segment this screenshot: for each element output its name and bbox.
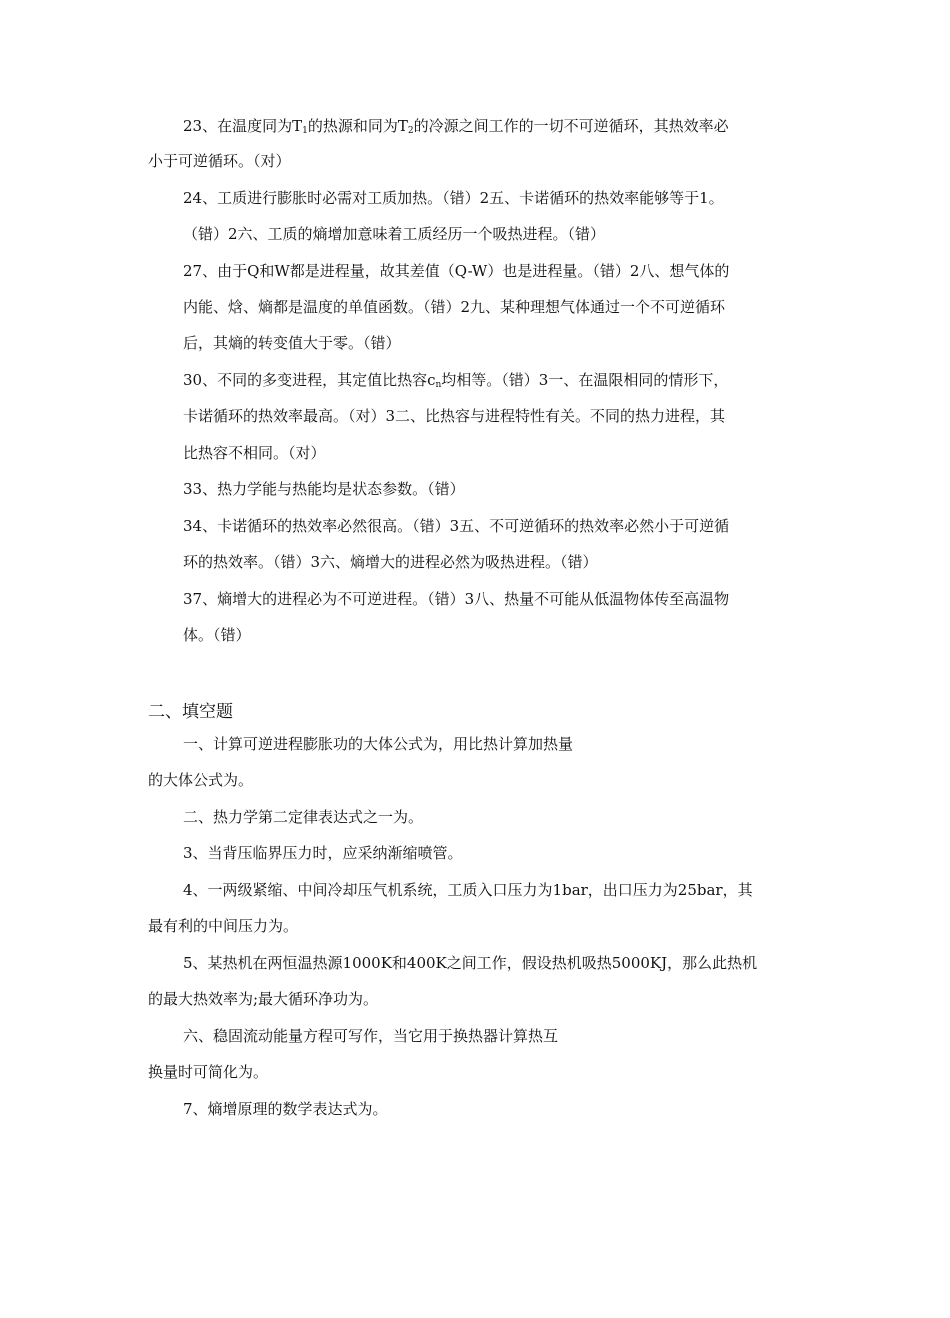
q34-line-2: 环的热效率。（错）3六、熵增大的进程必然为吸热进程。（错）	[183, 553, 598, 571]
q34-line-1: 34、卡诺循环的热效率必然很高。（错）3五、不可逆循环的热效率必然小于可逆循	[183, 517, 730, 535]
f3-line-1: 3、当背压临界压力时，应采纳渐缩喷管。	[183, 844, 463, 862]
q30-line-2: 卡诺循环的热效率最高。（对）3二、比热容与进程特性有关。不同的热力进程，其	[183, 407, 726, 425]
q30-line-3: 比热容不相同。（对）	[183, 444, 326, 462]
q23-line-1	[183, 116, 729, 136]
q27-line-2: 内能、焓、熵都是温度的单值函数。（错）2九、某种理想气体通过一个不可逆循环	[183, 298, 726, 316]
f1-line-1: 一、计算可逆进程膨胀功的大体公式为，用比热计算加热量	[183, 735, 574, 753]
q23-line-2: 小于可逆循环。（对）	[148, 152, 291, 170]
q27-line-3: 后，其熵的转变值大于零。（错）	[183, 334, 401, 352]
f2-line-1: 二、热力学第二定律表达式之一为。	[183, 808, 424, 826]
q23-sub-1: 1	[302, 126, 308, 136]
f4-line-2: 最有利的中间压力为。	[148, 917, 299, 935]
q30-text-a2: 均相等。（错）3一、在温限相同的情形下，	[441, 371, 729, 389]
f5-line-1: 5、某热机在两恒温热源1000K和400K之间工作，假设热机吸热5000KJ，那么此热机	[183, 954, 758, 972]
f6-line-2: 换量时可简化为。	[148, 1063, 269, 1081]
q37-line-1: 37、熵增大的进程必为不可逆进程。（错）3八、热量不可能从低温物体传至高温物	[183, 590, 730, 608]
q23-text-b: 的热源和同为T	[307, 117, 408, 135]
q30-text-a1: 30、不同的多变进程，其定值比热容c	[183, 371, 436, 389]
section-heading-fill-blank: 二、填空题	[148, 702, 233, 722]
q24-line-1: 24、工质进行膨胀时必需对工质加热。（错）2五、卡诺循环的热效率能够等于1。	[183, 189, 724, 207]
q30-line-1	[183, 370, 728, 390]
f1-line-2: 的大体公式为。	[148, 771, 254, 789]
f5-line-2: 的最大热效率为;最大循环净功为。	[148, 990, 379, 1008]
f7-line-1: 7、熵增原理的数学表达式为。	[183, 1100, 388, 1118]
f6-line-1: 六、稳固流动能量方程可写作，当它用于换热器计算热互	[183, 1027, 559, 1045]
q37-line-2: 体。（错）	[183, 626, 251, 644]
f4-line-1: 4、一两级紧缩、中间冷却压气机系统，工质入口压力为1bar，出口压力为25bar，其	[183, 881, 753, 899]
q23-sub-2: 2	[407, 126, 414, 136]
q24-line-2: （错）2六、工质的熵增加意味着工质经历一个吸热进程。（错）	[183, 225, 606, 243]
q30-sub: n	[435, 380, 442, 390]
q27-line-1: 27、由于Q和W都是进程量，故其差值（Q-W）也是进程量。（错）2八、想气体的	[183, 262, 730, 280]
q33-line-1: 33、热力学能与热能均是状态参数。（错）	[183, 480, 465, 498]
q23-text-a: 23、在温度同为T	[183, 117, 303, 135]
q23-text-c: 的冷源之间工作的一切不可逆循环，其热效率必	[413, 117, 729, 135]
